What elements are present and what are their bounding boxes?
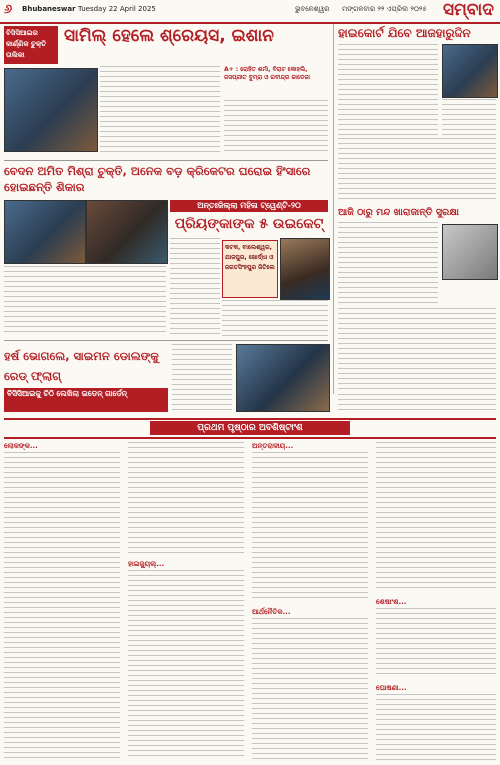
lead-story-photo	[4, 68, 98, 152]
divider	[4, 340, 328, 341]
column-3-top	[252, 452, 368, 602]
section-title: ଅନ୍ତରାଳୀୟ...	[252, 442, 294, 450]
aaj-body	[338, 222, 438, 306]
priyanka-headline: ପ୍ରିୟଙ୍କାଙ୍କ ୫ ଉଇକେଟ୍	[174, 216, 324, 232]
priyanka-photo	[280, 238, 330, 300]
priyanka-body-right	[222, 300, 328, 336]
mishra-body	[4, 266, 166, 336]
highcourt-headline: ହାଇକୋର୍ଟ ଯିବେ ଆଜହାରୁଦ୍ଦିନ	[338, 26, 471, 40]
mishra-photo-2	[86, 200, 168, 264]
highcourt-body-bottom	[338, 138, 496, 202]
section-title: ଶେଷାଂଶ...	[376, 598, 407, 606]
header-date: Tuesday 22 April 2025	[78, 5, 156, 13]
azharuddin-photo	[442, 44, 498, 98]
mishra-headline: ବେଦନ ଅମିତ ମିଶ୍ରା ଚୁକ୍ତି, ଅନେକ ବଡ଼ କ୍ରିକେଟର ଘରୋଇ ହିଂସାରେ ହୋଇଛନ୍ତି ଶିକାର	[4, 164, 311, 194]
aaj-body-end	[338, 394, 496, 414]
lead-story-grades-body	[224, 100, 328, 154]
column-4-bottom	[376, 694, 496, 760]
aaj-body-bottom	[338, 308, 496, 392]
saimon-headline: ହର୍ଷ ଭୋଗଲେ, ସାଇମନ ଡୋଲଙ୍କୁ ରେଡ୍ ଫ୍ଲାଗ୍	[4, 349, 159, 383]
header-date-odia: ମଙ୍ଗଳବାର ୨୨ ଏପ୍ରିଲ ୨୦୨୫	[342, 5, 427, 13]
lead-story-headline: ସାମିଲ୍ ହେଲେ ଶ୍ରେୟସ, ଇଶାନ	[64, 26, 274, 46]
saimon-body	[172, 344, 232, 410]
lead-story-body	[100, 66, 220, 154]
saimon-photo	[236, 344, 330, 412]
banner-rule-bottom	[4, 437, 496, 439]
continuation-columns	[4, 442, 496, 762]
section-title: ଲୋକଙ୍କ...	[4, 442, 38, 450]
aaj-headline: ଆଜି ଠାରୁ ମନ୍ଦ ଖାରାଜାନ୍ତି ସୁରକ୍ଷା	[338, 207, 460, 218]
column-4-top	[376, 442, 496, 592]
continuation-banner: ପ୍ରଥମ ପୃଷ୍ଠାର ଅବଶିଷ୍ଟାଂଶ	[150, 421, 350, 435]
column-2-bottom	[128, 570, 244, 760]
highcourt-body-right	[442, 99, 496, 136]
header-city-odia: ଭୁବନେଶ୍ୱର	[295, 5, 330, 13]
saimon-sub: ବିସିସିଆଇକୁ ଚିଠି ଲେଖିଲା ଇଡେନ୍ ଗାର୍ଡେନ୍	[4, 388, 168, 412]
masthead-logo: ସମ୍ବାଦ	[443, 0, 494, 20]
divider	[4, 160, 328, 161]
page-number: ୬	[4, 2, 13, 17]
banner-rule-top	[4, 418, 496, 420]
aaj-photo	[442, 224, 498, 280]
header-city: Bhubaneswar	[22, 5, 76, 13]
column-3-bottom	[252, 618, 368, 760]
lead-story-tag: ବିସିସିଆଇର କାର୍ଣ୍ଣିକ ଚୁକ୍ତି ତାଲିକା	[4, 26, 58, 64]
column-2-top	[128, 442, 244, 556]
highcourt-body-left	[338, 44, 438, 136]
page-header	[0, 0, 500, 24]
column-1	[4, 452, 120, 760]
section-title: ଆର୍ଥନୈତିକ...	[252, 608, 291, 616]
priyanka-body-left	[170, 238, 220, 336]
column-divider	[333, 24, 334, 394]
mishra-photo-1	[4, 200, 86, 264]
column-4-mid	[376, 608, 496, 678]
priyanka-kicker: ଅନ୍ତଃଜିଲ୍ଲା ମହିଳା ଟ୍ୱେଣ୍ଟି-୨୦	[170, 200, 328, 212]
section-title: ଘୋଷଣା...	[376, 684, 407, 692]
section-title: ହାଇଜ୍ୟୁଲ୍...	[128, 560, 165, 568]
lead-story-grades: A+ : ରୋହିତ ଶର୍ମା, ବିରାଟ କୋହଲି, ଜସପ୍ରୀତ ବୁମ୍ରା ଓ ରବୀନ୍ଦ୍ର ଜାଡେଜା	[224, 66, 311, 81]
priyanka-highlight-box: କଟକ, ବାଲେଶ୍ୱର, ଯାଜପୁର, ଖୋର୍ଦ୍ଧା ଓ ଜଗତସିଂହପୁର ଜିତିଲେ	[222, 240, 278, 298]
